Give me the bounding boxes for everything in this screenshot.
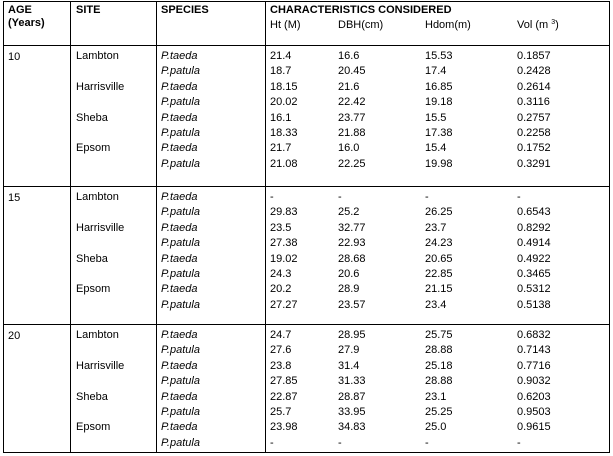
species-cell: P.taeda bbox=[161, 253, 198, 265]
vol-cell: 0.3116 bbox=[517, 96, 550, 108]
dbh-cell: 20.6 bbox=[338, 268, 360, 280]
dbh-cell: 22.25 bbox=[338, 158, 366, 170]
header-vol-label: Vol (m bbox=[517, 19, 549, 31]
ht-cell: 23.8 bbox=[270, 360, 292, 372]
vol-cell: 0.6543 bbox=[517, 206, 551, 218]
age-value: 10 bbox=[8, 51, 21, 63]
species-cell: P.taeda bbox=[161, 81, 198, 93]
dbh-cell: 32.77 bbox=[338, 222, 366, 234]
header-species: SPECIES bbox=[161, 4, 209, 16]
age-value: 20 bbox=[8, 330, 21, 342]
vol-cell: 0.1752 bbox=[517, 142, 551, 154]
column-divider bbox=[265, 2, 266, 452]
vol-cell: 0.3465 bbox=[517, 268, 551, 280]
species-cell: P.taeda bbox=[161, 283, 198, 295]
ht-cell: 27.27 bbox=[270, 299, 298, 311]
dbh-cell: 28.87 bbox=[338, 391, 366, 403]
header-divider bbox=[4, 45, 609, 46]
vol-cell: 0.5312 bbox=[517, 283, 551, 295]
species-cell: P.taeda bbox=[161, 112, 198, 124]
dbh-cell: 22.93 bbox=[338, 237, 366, 249]
vol-cell: - bbox=[517, 437, 521, 449]
ht-cell: 18.7 bbox=[270, 65, 292, 77]
vol-cell: 0.6832 bbox=[517, 329, 551, 341]
vol-cell: 0.1857 bbox=[517, 50, 551, 62]
species-cell: P.taeda bbox=[161, 421, 198, 433]
dbh-cell: 21.6 bbox=[338, 81, 360, 93]
vol-cell: 0.2258 bbox=[517, 127, 551, 139]
hdom-cell: 25.25 bbox=[425, 406, 453, 418]
group-divider bbox=[4, 186, 609, 187]
vol-cell: 0.7143 bbox=[517, 344, 551, 356]
header-age-unit: (Years) bbox=[8, 17, 45, 29]
species-cell: P.taeda bbox=[161, 50, 198, 62]
vol-cell: 0.4914 bbox=[517, 237, 551, 249]
species-cell: P.taeda bbox=[161, 391, 198, 403]
hdom-cell: 19.98 bbox=[425, 158, 453, 170]
ht-cell: 27.38 bbox=[270, 237, 298, 249]
hdom-cell: 15.4 bbox=[425, 142, 447, 154]
dbh-cell: 28.68 bbox=[338, 253, 366, 265]
vol-cell: 0.4922 bbox=[517, 253, 551, 265]
vol-cell: 0.2757 bbox=[517, 112, 551, 124]
dbh-cell: 31.33 bbox=[338, 375, 366, 387]
species-cell: P.taeda bbox=[161, 360, 198, 372]
header-site: SITE bbox=[76, 4, 101, 16]
vol-cell: 0.2428 bbox=[517, 65, 551, 77]
hdom-cell: - bbox=[425, 191, 429, 203]
hdom-cell: 20.65 bbox=[425, 253, 453, 265]
ht-cell: 23.98 bbox=[270, 421, 298, 433]
vol-cell: 0.5138 bbox=[517, 299, 551, 311]
hdom-cell: 23.7 bbox=[425, 222, 447, 234]
vol-cell: 0.6203 bbox=[517, 391, 551, 403]
site-cell: Harrisville bbox=[76, 360, 125, 372]
group-divider bbox=[4, 324, 609, 325]
site-cell: Sheba bbox=[76, 391, 108, 403]
dbh-cell: 34.83 bbox=[338, 421, 366, 433]
dbh-cell: 25.2 bbox=[338, 206, 360, 218]
header-dbh: DBH(cm) bbox=[338, 19, 384, 31]
hdom-cell: 25.0 bbox=[425, 421, 447, 433]
vol-cell: - bbox=[517, 191, 521, 203]
vol-cell: 0.3291 bbox=[517, 158, 551, 170]
dbh-cell: 31.4 bbox=[338, 360, 360, 372]
hdom-cell: 15.5 bbox=[425, 112, 447, 124]
header-ht: Ht (M) bbox=[270, 19, 301, 31]
header-vol bbox=[517, 19, 559, 31]
species-cell: P.patula bbox=[161, 206, 200, 218]
hdom-cell: 25.75 bbox=[425, 329, 453, 341]
vol-cell: 0.9615 bbox=[517, 421, 551, 433]
dbh-cell: 23.77 bbox=[338, 112, 366, 124]
species-cell: P.patula bbox=[161, 237, 200, 249]
species-cell: P.taeda bbox=[161, 222, 198, 234]
characteristics-table bbox=[3, 1, 610, 453]
species-cell: P.patula bbox=[161, 268, 200, 280]
hdom-cell: 28.88 bbox=[425, 344, 453, 356]
species-cell: P.taeda bbox=[161, 329, 198, 341]
dbh-cell: 28.95 bbox=[338, 329, 366, 341]
vol-cell: 0.9032 bbox=[517, 375, 551, 387]
dbh-cell: 16.6 bbox=[338, 50, 360, 62]
ht-cell: 20.2 bbox=[270, 283, 292, 295]
species-cell: P.patula bbox=[161, 299, 200, 311]
dbh-cell: 28.9 bbox=[338, 283, 360, 295]
vol-cell: 0.9503 bbox=[517, 406, 551, 418]
header-age: AGE bbox=[8, 4, 32, 16]
vol-cell: 0.7716 bbox=[517, 360, 551, 372]
ht-cell: 21.7 bbox=[270, 142, 292, 154]
species-cell: P.taeda bbox=[161, 142, 198, 154]
site-cell: Sheba bbox=[76, 112, 108, 124]
hdom-cell: 15.53 bbox=[425, 50, 453, 62]
ht-cell: 16.1 bbox=[270, 112, 292, 124]
hdom-cell: 17.38 bbox=[425, 127, 453, 139]
dbh-cell: 23.57 bbox=[338, 299, 366, 311]
hdom-cell: 16.85 bbox=[425, 81, 453, 93]
dbh-cell: 16.0 bbox=[338, 142, 360, 154]
species-cell: P.taeda bbox=[161, 191, 198, 203]
ht-cell: 24.7 bbox=[270, 329, 292, 341]
hdom-cell: - bbox=[425, 437, 429, 449]
ht-cell: 27.6 bbox=[270, 344, 292, 356]
header-vol-close: ) bbox=[555, 19, 559, 31]
site-cell: Harrisville bbox=[76, 222, 125, 234]
dbh-cell: 22.42 bbox=[338, 96, 366, 108]
ht-cell: - bbox=[270, 437, 274, 449]
hdom-cell: 23.4 bbox=[425, 299, 447, 311]
ht-cell: 18.15 bbox=[270, 81, 298, 93]
hdom-cell: 24.23 bbox=[425, 237, 453, 249]
species-cell: P.patula bbox=[161, 406, 200, 418]
dbh-cell: - bbox=[338, 191, 342, 203]
hdom-cell: 22.85 bbox=[425, 268, 453, 280]
column-divider bbox=[156, 2, 157, 452]
ht-cell: - bbox=[270, 191, 274, 203]
header-hdom: Hdom(m) bbox=[425, 19, 471, 31]
dbh-cell: 21.88 bbox=[338, 127, 366, 139]
ht-cell: 21.4 bbox=[270, 50, 292, 62]
vol-cell: 0.8292 bbox=[517, 222, 551, 234]
species-cell: P.patula bbox=[161, 375, 200, 387]
species-cell: P.patula bbox=[161, 344, 200, 356]
dbh-cell: - bbox=[338, 437, 342, 449]
site-cell: Epsom bbox=[76, 283, 111, 295]
vol-cell: 0.2614 bbox=[517, 81, 551, 93]
column-divider bbox=[70, 2, 71, 452]
species-cell: P.patula bbox=[161, 127, 200, 139]
species-cell: P.patula bbox=[161, 96, 200, 108]
ht-cell: 18.33 bbox=[270, 127, 298, 139]
age-value: 15 bbox=[8, 192, 21, 204]
dbh-cell: 20.45 bbox=[338, 65, 366, 77]
site-cell: Lambton bbox=[76, 191, 119, 203]
hdom-cell: 25.18 bbox=[425, 360, 453, 372]
ht-cell: 24.3 bbox=[270, 268, 292, 280]
site-cell: Sheba bbox=[76, 253, 108, 265]
species-cell: P.patula bbox=[161, 437, 200, 449]
ht-cell: 19.02 bbox=[270, 253, 298, 265]
hdom-cell: 28.88 bbox=[425, 375, 453, 387]
site-cell: Harrisville bbox=[76, 81, 125, 93]
ht-cell: 20.02 bbox=[270, 96, 298, 108]
hdom-cell: 17.4 bbox=[425, 65, 447, 77]
header-vol-superscript: 3 bbox=[551, 19, 556, 26]
ht-cell: 29.83 bbox=[270, 206, 298, 218]
ht-cell: 23.5 bbox=[270, 222, 292, 234]
site-cell: Lambton bbox=[76, 329, 119, 341]
dbh-cell: 33.95 bbox=[338, 406, 366, 418]
header-characteristics: CHARACTERISTICS CONSIDERED bbox=[270, 4, 452, 16]
species-cell: P.patula bbox=[161, 65, 200, 77]
ht-cell: 25.7 bbox=[270, 406, 292, 418]
site-cell: Epsom bbox=[76, 421, 111, 433]
site-cell: Lambton bbox=[76, 50, 119, 62]
hdom-cell: 21.15 bbox=[425, 283, 453, 295]
ht-cell: 27.85 bbox=[270, 375, 298, 387]
species-cell: P.patula bbox=[161, 158, 200, 170]
hdom-cell: 23.1 bbox=[425, 391, 447, 403]
hdom-cell: 19.18 bbox=[425, 96, 453, 108]
ht-cell: 21.08 bbox=[270, 158, 298, 170]
ht-cell: 22.87 bbox=[270, 391, 298, 403]
site-cell: Epsom bbox=[76, 142, 111, 154]
dbh-cell: 27.9 bbox=[338, 344, 360, 356]
hdom-cell: 26.25 bbox=[425, 206, 453, 218]
